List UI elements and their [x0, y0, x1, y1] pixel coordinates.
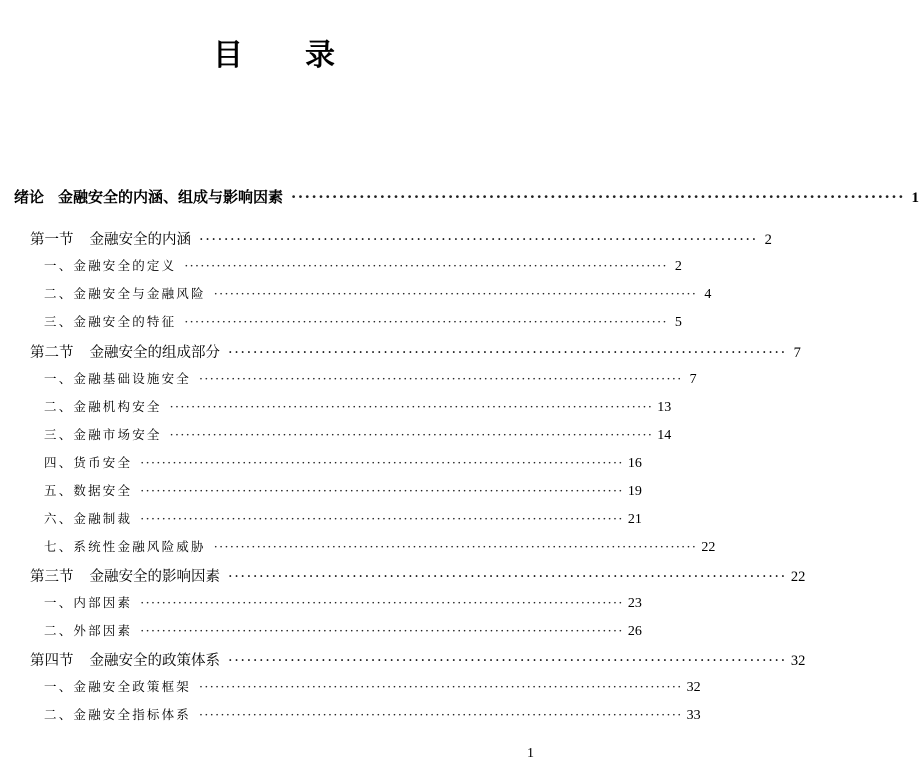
toc-entry[interactable]	[44, 453, 642, 472]
dot-leader: ··························································································	[140, 455, 624, 470]
toc-entry-page: 16	[627, 456, 642, 471]
dot-leader: ··························································································	[291, 188, 906, 206]
toc-entry-page: 2	[764, 232, 772, 248]
title-char-1: 目	[213, 38, 243, 73]
toc-entry-page: 5	[674, 315, 682, 330]
toc-entry-title: 三、金融安全的特征	[44, 314, 177, 329]
dot-leader: ··························································································	[213, 539, 698, 554]
toc-entry-prefix: 第四节	[30, 653, 74, 669]
toc-entry-label	[44, 705, 191, 723]
dot-leader: ··························································································	[199, 707, 683, 722]
toc-entry-title: 二、金融安全指标体系	[44, 707, 192, 722]
dot-leader: ··························································································	[140, 595, 624, 610]
toc-entry-prefix: 第三节	[30, 569, 74, 585]
dot-leader: ··························································································	[184, 258, 668, 273]
toc-entry-label	[30, 228, 191, 249]
toc-entry-page: 32	[790, 653, 806, 669]
toc-entry[interactable]	[30, 565, 806, 586]
toc-entry[interactable]	[44, 705, 701, 724]
toc-entry-title: 一、内部因素	[44, 595, 133, 610]
toc-entry-prefix: 第二节	[30, 345, 74, 361]
toc-entry-title: 一、金融安全的定义	[44, 258, 177, 273]
toc-entry-label	[44, 621, 132, 639]
toc-entry[interactable]	[44, 537, 716, 556]
toc-entry[interactable]	[44, 425, 672, 444]
dot-leader: ··························································································	[199, 232, 758, 248]
dot-leader: ··························································································	[169, 399, 654, 414]
toc-entry-prefix: 第一节	[30, 232, 74, 248]
toc-entry-page: 2	[674, 259, 682, 274]
toc-entry-label	[44, 425, 162, 443]
toc-entry[interactable]	[44, 369, 697, 388]
dot-leader: ··························································································	[228, 569, 787, 585]
dot-leader: ··························································································	[169, 427, 654, 442]
toc-entry-label	[44, 256, 176, 274]
toc-entry-title: 一、金融安全政策框架	[44, 679, 192, 694]
toc-entry[interactable]	[44, 284, 712, 303]
page-number: 1	[527, 746, 534, 761]
dot-leader: ··························································································	[140, 511, 624, 526]
toc-entry[interactable]	[44, 397, 672, 416]
toc-entry-label	[44, 369, 191, 387]
toc-entry-title: 二、金融机构安全	[44, 399, 162, 414]
toc-entry-title: 一、金融基础设施安全	[44, 371, 192, 386]
toc-entry[interactable]	[30, 649, 806, 670]
toc-entry-page: 4	[704, 287, 712, 302]
toc-entry-title: 金融安全的内涵	[89, 232, 191, 248]
toc-entry-title: 五、数据安全	[44, 483, 133, 498]
toc-entry[interactable]	[44, 256, 682, 275]
toc-entry-title: 二、外部因素	[44, 623, 133, 638]
toc-entry-title: 七、系统性金融风险威胁	[44, 539, 206, 554]
toc-entry-title: 金融安全的政策体系	[89, 653, 220, 669]
toc-entry[interactable]	[44, 312, 682, 331]
dot-leader: ··························································································	[140, 483, 624, 498]
toc-entry-page: 13	[657, 400, 672, 415]
toc-entry[interactable]	[30, 228, 772, 249]
toc-entry-title: 金融安全的内涵、组成与影响因素	[58, 188, 284, 206]
toc-entry-label	[44, 312, 176, 330]
dot-leader: ··························································································	[199, 371, 683, 386]
toc-entry[interactable]	[44, 621, 642, 640]
toc-entry-page: 22	[701, 540, 716, 555]
toc-entry-title: 金融安全的组成部分	[89, 345, 220, 361]
toc-entry-prefix: 绪论	[14, 188, 45, 206]
toc-entry-page: 32	[686, 680, 701, 695]
dot-leader: ··························································································	[199, 679, 683, 694]
toc-entry[interactable]	[30, 341, 801, 362]
toc-entry-page: 23	[627, 596, 642, 611]
toc-entry-page: 19	[627, 484, 642, 499]
toc-entry-page: 26	[627, 624, 642, 639]
toc-entry[interactable]	[44, 509, 642, 528]
toc-entry[interactable]	[14, 186, 919, 207]
dot-leader: ··························································································	[228, 345, 787, 361]
toc-entry-page: 14	[657, 428, 672, 443]
toc-entry-label	[44, 284, 206, 302]
dot-leader: ··························································································	[228, 653, 787, 669]
toc-entry-page: 7	[689, 372, 697, 387]
toc-entry-label	[30, 565, 220, 586]
dot-leader: ··························································································	[184, 314, 668, 329]
toc-entry-label	[44, 397, 162, 415]
dot-leader: ··························································································	[140, 623, 624, 638]
toc-entry-page: 21	[627, 512, 642, 527]
dot-leader: ··························································································	[213, 286, 698, 301]
toc-entry-page: 33	[686, 708, 701, 723]
toc-entry[interactable]	[44, 481, 642, 500]
toc-entry-label	[44, 537, 206, 555]
toc-entry-label	[44, 453, 132, 471]
toc-entry-title: 金融安全的影响因素	[89, 569, 220, 585]
toc-entry-title: 四、货币安全	[44, 455, 133, 470]
toc-entry-label	[14, 186, 283, 207]
toc-entry[interactable]	[44, 677, 701, 696]
toc-entry-label	[30, 649, 220, 670]
toc-entry-page: 22	[790, 569, 806, 585]
toc-entry-label	[44, 677, 191, 695]
toc-entry-label	[44, 509, 132, 527]
page-title	[0, 36, 548, 76]
title-char-2: 录	[305, 38, 335, 73]
toc-entry-label	[44, 481, 132, 499]
toc-entry[interactable]	[44, 593, 642, 612]
toc-entry-title: 六、金融制裁	[44, 511, 133, 526]
toc-entry-label	[44, 593, 132, 611]
toc-entry-page: 7	[793, 345, 801, 361]
toc-entry-page: 1	[911, 190, 919, 206]
toc-entry-title: 二、金融安全与金融风险	[44, 286, 206, 301]
toc-entry-label	[30, 341, 220, 362]
toc-entry-title: 三、金融市场安全	[44, 427, 162, 442]
